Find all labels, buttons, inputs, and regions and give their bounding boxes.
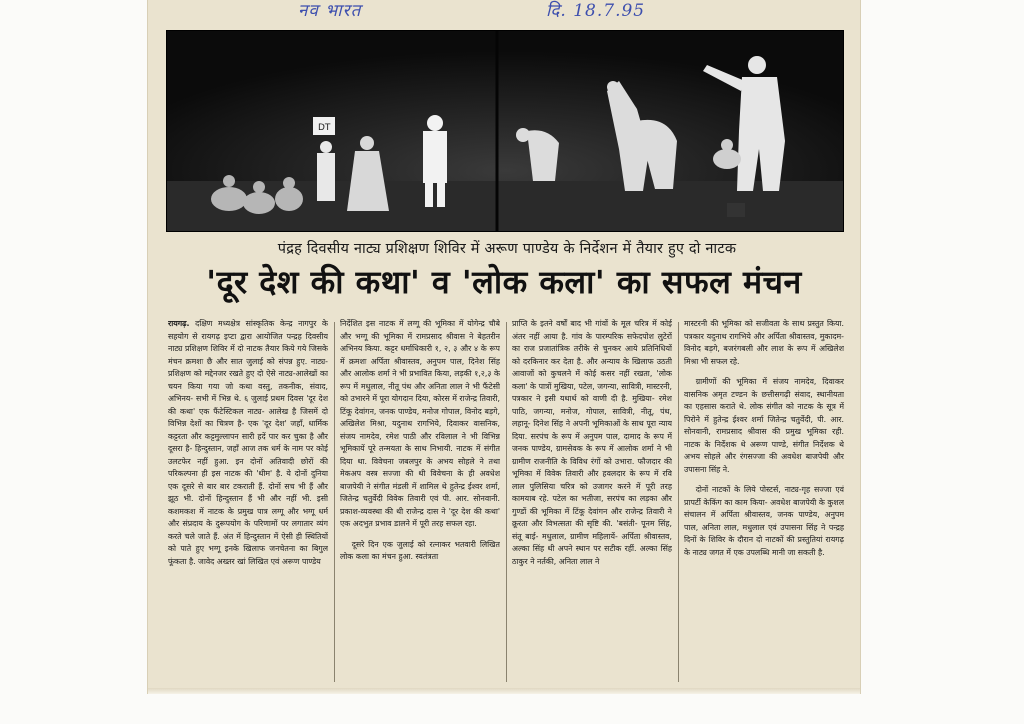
- newspaper-clipping: [148, 0, 860, 694]
- column-divider: [506, 322, 507, 682]
- article-paragraph: दक्षिण मध्यक्षेत्र सांस्कृतिक केन्द्र नागपुर के सहयोग से रायगढ़ इप्टा द्वारा आयोजित पन्द्रह दिवसीय नाट्य प्रशिक्षण शिविर में दो नाटक तैयार किये गये जिसके मंचन क्रमशः छै और सात जुलाई को संपन्न हुए. नाट्य-प्रशिक्षण को मद्देनजर रखते हुए दो ऐसे नाट्य-आलेखों का चयन किया गया जो कथा वस्तु, तकनीक, संवाद, अभिनय- सभी में भिन्न थे. ६ जुलाई प्रथम दिवस 'दूर देश की कथा' एक फैंटेस्टिकल नाट्य- आलेख है जिसमें दो विभिन्न देशों का चित्रण है- एक 'दूर देश' जहाँ, धार्मिक कट्टरता और कट्टमुल्लापन सारी हदें पार कर चुका है और दूसरा है- हिन्दुस्तान, जहाँ आज तक धर्म के नाम पर कोई उलटफेर नहीं हुआ. इन दोनों अतिवादी छोरों की परिकल्पना ही इस नाटक की 'थीम' है. ये दोनों दुनिया एक दूसरे से बार बार टकराती हैं. दोनों सच भी हैं और झूठ भी. दोनों हिन्दुस्तान हैं भी और नहीं भी. इसी कशमकश में नाटक के प्रमुख पात्र लग्गू और भग्गू धर्म और संप्रदाय के दुरूपयोग के परिणामों पर लगातार व्यंग करते चले जाते हैं. अंत में हिन्दुस्तान में ऐसी ही स्थितियों को पाते हुए भग्गू इनके खिलाफ जनचेतना का बिगुल फूंकता है. जावेद अख्तर खां लिखित एवं अरूण पाण्डेय: [168, 319, 328, 566]
- sign-label: DT: [318, 123, 331, 133]
- article-column-3: [512, 318, 672, 686]
- column-divider: [334, 322, 335, 682]
- headline-kicker: पंद्रह दिवसीय नाट्य प्रशिक्षण शिविर में अरूण पाण्डेय के निर्देशन में तैयार हुए दो नाटक: [277, 241, 737, 257]
- article-paragraph: दूसरे दिन एक जुलाई को रत्नाकर भतवारी लिखित लोक कला का मंचन हुआ. स्वतंत्रता: [340, 539, 500, 561]
- article-paragraph: प्राप्ति के इतने वर्षों बाद भी गांवों के मूल चरित्र में कोई अंतर नहीं आया है. गांव के पारम्परिक सफेदपोश लुटेरों का राज प्रजातांत्रिक तरीके से चुनकर आये प्रतिनिधियों को दरकिनार कर देता है. और अन्याय के खिलाफ उठती आवाजों को कुचलने में कोई कसर नहीं रखता, 'लोक कला' के पात्रों मुखिया, पटेल, जगन्या, सावित्री, मास्टरनी, पत्रकार ने इसी यथार्थ को वाणी दी है. मुखिया- रमेश पाठि, जगन्या, मनोज, गोपाल, सावित्री, नीतू, पंथ, लहानू- दिनेश सिंह ने अपनी भूमिकाओं के साथ पूरा न्याय दिया. सरपंच के रूप में अनुपम पाल, दामाद के रूप में जनक पाण्डेय, ग्रामसेवक के रूप में आलोक शर्मा ने भी ग्रामीण राजनीति के विविध रंगों को उभारा. फौजदार की भूमिका में विवेक तिवारी और हवलदार के रूप में रवि लाल पुलिसिया चरित्र को उजागर करने में पूरी तरह कामयाब रहे. पटेल का भतीजा, सरपंच का लड़का और गुण्डों की भूमिका में टिंकू देवांगन और राजेन्द्र तिवारी ने क्रूरता और विभत्सता की सृष्टि की. 'बसंती- पूनम सिंह, संतू बाई- मधुलाल, ग्रामीण महिलायें- अर्पिता श्रीवास्तव, अल्का सिंह थी अपने स्थान पर सटीक रहीं. अल्का सिंह ठाकुर ने नर्तकी, अनिता लाल ने: [512, 319, 672, 566]
- dateline: रायगढ़.: [168, 319, 190, 328]
- article-paragraph: दोनों नाटकों के लिये पोस्टर्स, नाट्य-गृह सज्जा एवं प्रापर्टी केकिंग का काम किया- अवधेश बाजपेयी के कुशल संचालन में अर्पिता श्रीवास्तव, जनक पाण्डेय, अनुपम पाल, अनिता लाल, मधुलाल एवं उपासना सिंह ने पन्द्रह दिनों के शिविर के दौरान दो नाटकों की प्रस्तुतियां रायगढ़ के नाट्य जगत में एक उपलब्धि मानी जा सकती है.: [684, 485, 844, 557]
- article-column-2: [340, 318, 500, 686]
- article-body: [168, 318, 844, 686]
- stage-performance-photo: [166, 30, 844, 232]
- article-paragraph: निर्देशित इस नाटक में लग्गू की भूमिका में योगेन्द्र चौबे और भग्गू की भूमिका में रामप्रसाद श्रीवास ने बेहतरीन अभिनय किया. कट्टर धर्माधिकारी १, २, ३ और ४ के रूप में क्रमशः अर्पिता श्रीवास्तव, अनुपम पाल, दिनेश सिंह और आलोक शर्मा ने भी प्रभावित किया, लड़की १,२,३ के रूप में मधुलाल, नीतू पंथ और अनिता लाल ने भी फैंटेसी को उभारने में पूरा योगदान दिया, कोरस में राजेन्द्र तिवारी, टिंकू देवांगन, जनक पाण्डेय, मनोज गोपाल, विनोद बड़गे, अखिलेश मिश्रा, यदुनाथ रागभिये, दिवाकर वासनिक, संजय नामदेव, रमेश पाठी और रविलाल ने भी विभिन्न भूमिकायें पूरे तन्मयता के साथ निभायी. नाटक में संगीत दिया था. विवेचना जबलपुर के अभय सोहले ने तथा मेकअप वस्त्र सज्जा की थी विवेचना के ही अवधेश बाजपेयी ने संगीत मंडली में शामिल थे हुतेन्द्र ईश्वर शर्मा, जितेन्द्र चतुर्वेदी विवेक तिवारी एवं पी. आर. सोनवानी. प्रकाश-व्यवस्था की थी राजेन्द्र दास ने 'दूर देश की कथा' एक अदभुत प्रभाव डालने में पूरी तरह सफल रहा.: [340, 319, 500, 528]
- column-divider: [678, 322, 679, 682]
- main-headline: 'दूर देश की कथा' व 'लोक कला' का सफल मंचन: [206, 263, 802, 301]
- photo-scene: [167, 31, 843, 231]
- stage-prop-box: [727, 203, 745, 217]
- article-paragraph: ग्रामीणों की भूमिका में संजय नामदेव, दिवाकर वासनिक अमृत टण्डन के छत्तीसगढ़ी संवाद, स्थानीयता का एहसास कराते थे. लोक संगीत को नाटक के सूत्र में पिरोने में हुतेन्द्र ईश्वर शर्मा जितेन्द्र चतुर्वेदी, पी. आर. सोनवानी, रामप्रसाद श्रीवास की प्रमुख भूमिका रही. नाटक के निर्देशक थे अरूण पाण्डे, संगीत निर्देशक थे अभय सोहले और रंगसज्जा की अवधेश बाजपेयी और उपासना सिंह ने.: [684, 377, 844, 474]
- handwritten-paper-name: नव भारत: [298, 1, 362, 21]
- handwritten-date: दि. 18.7.95: [546, 1, 646, 21]
- article-column-4: [684, 318, 844, 686]
- article-column-1: [168, 318, 328, 686]
- article-paragraph: मास्टरनी की भूमिका को सजीवता के साथ प्रस्तुत किया. पत्रकार यदुनाथ रागभिये और अर्पिता श्रीवास्तव, मुकादम- विनोद बड़गे, बजरंगबली और लाश के रूप में अखिलेश मिश्रा भी सफल रहे.: [684, 319, 844, 366]
